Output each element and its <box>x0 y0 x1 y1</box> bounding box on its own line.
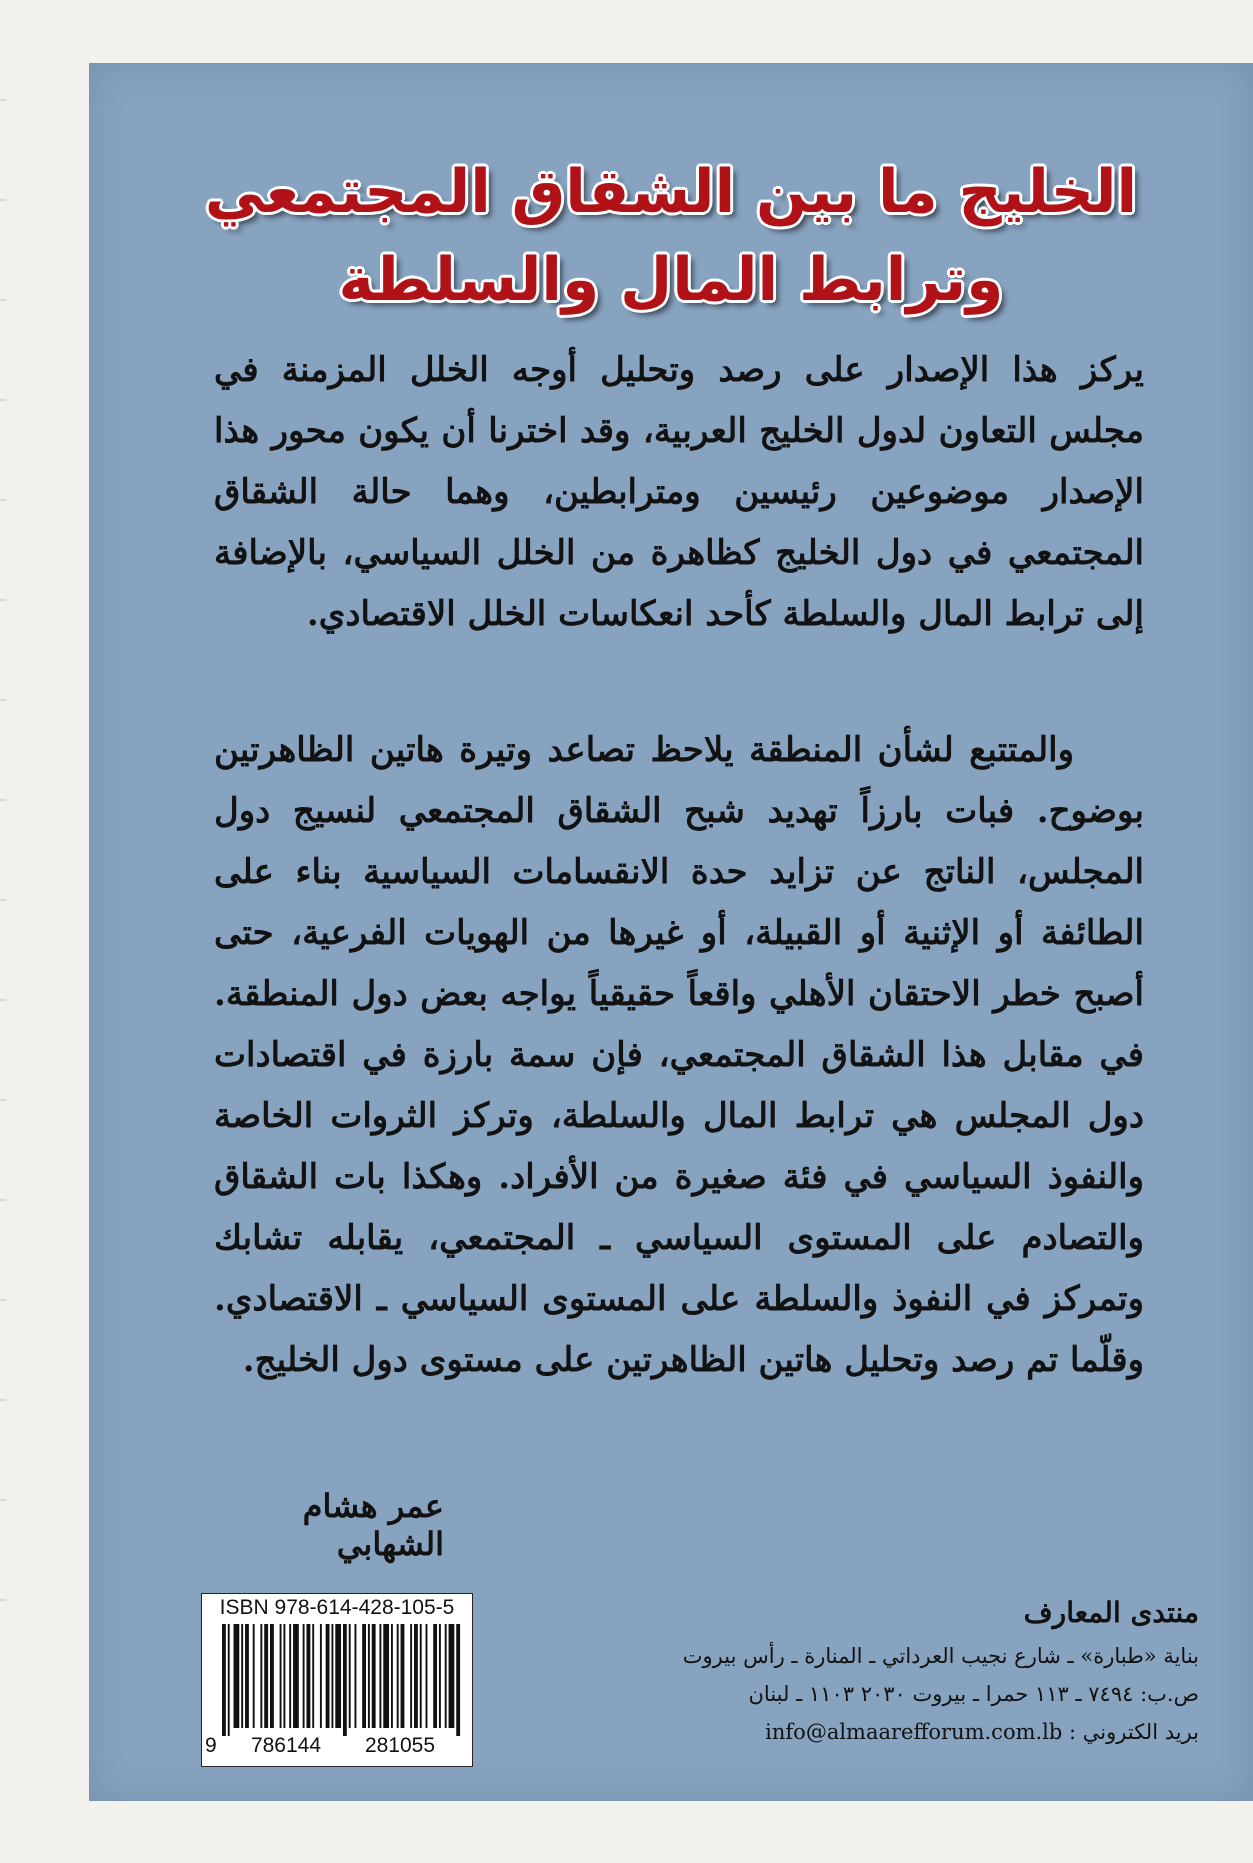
barcode-bar <box>270 1624 274 1728</box>
barcode-bar <box>349 1624 351 1728</box>
barcode-bar <box>368 1624 370 1728</box>
page-edge-marks <box>0 0 89 1863</box>
blurb-paragraph-1: يركز هذا الإصدار على رصد وتحليل أوجه الخلل المزمنة في مجلس التعاون لدول الخليج العربية، وقد اخترنا أن يكون محور هذا الإصدار موضوعين رئيسين ومترابطين، وهما حالة الشقاق المجتمعي في دول الخليج كظاهرة من الخلل السياسي، بالإضافة إلى ترابط المال والسلطة كأحد انعكاسات الخلل الاقتصادي. <box>214 350 1144 634</box>
barcode-bar <box>383 1624 389 1728</box>
barcode-bar <box>362 1624 366 1728</box>
publisher-po-box: ص.ب: ٧٤٩٤ ـ ١١٣ حمرا ـ بيروت ٢٠٣٠ ١١٠٣ ـ لبنان <box>748 1682 1199 1706</box>
barcode-bar <box>280 1624 282 1728</box>
publisher-info <box>619 1593 1199 1751</box>
barcode-bar <box>264 1624 268 1728</box>
barcode-bar <box>320 1624 322 1728</box>
barcode-bar <box>426 1624 428 1728</box>
barcode-digit-group-1: 786144 <box>234 1734 338 1758</box>
barcode-bar <box>343 1624 347 1736</box>
barcode-bar <box>372 1624 376 1728</box>
publisher-address: بناية «طبارة» ـ شارع نجيب العرداتي ـ المنارة ـ رأس بيروت <box>682 1644 1199 1668</box>
title-line-2: وترابط المال والسلطة <box>338 245 1004 315</box>
barcode-bar <box>331 1624 333 1728</box>
barcode-bar <box>293 1624 299 1728</box>
back-cover <box>89 63 1253 1801</box>
barcode-bar <box>391 1624 393 1728</box>
email-label: بريد الكتروني : <box>1069 1720 1199 1744</box>
barcode-bar <box>456 1624 460 1736</box>
barcode-bar <box>283 1624 285 1728</box>
barcode-bar <box>433 1624 437 1728</box>
publisher-name: منتدى المعارف <box>1023 1596 1199 1629</box>
barcode-bar <box>312 1624 314 1728</box>
barcode-first-digit: 9 <box>205 1734 217 1757</box>
barcode-bar <box>335 1624 341 1728</box>
isbn-label: ISBN 978-614-428-105-5 <box>219 1596 455 1619</box>
publisher-email-line <box>619 1713 1199 1751</box>
barcode-digit-group-2: 281055 <box>348 1734 452 1758</box>
barcode-bar <box>397 1624 399 1728</box>
barcode-bar <box>410 1624 412 1728</box>
barcode-bar <box>379 1624 381 1728</box>
title-line-1: الخليج ما بين الشقاق المجتمعي <box>204 157 1138 227</box>
barcode-bar <box>241 1624 243 1728</box>
barcode-bar <box>289 1624 291 1728</box>
barcode-bar <box>245 1624 249 1728</box>
barcode-bar <box>228 1624 230 1736</box>
barcode-bar <box>420 1624 422 1728</box>
isbn-barcode <box>201 1593 473 1767</box>
barcode-bar <box>253 1624 255 1728</box>
barcode-bar <box>234 1624 240 1728</box>
email-address[interactable]: info@almaarefforum.com.lb <box>765 1720 1063 1744</box>
barcode-bar <box>449 1624 455 1728</box>
blurb-paragraph-2: والمتتبع لشأن المنطقة يلاحظ تصاعد وتيرة هاتين الظاهرتين بوضوح. فبات بارزاً تهديد شبح الشقاق المجتمعي لنسيج دول المجلس، الناتج عن تزايد حدة الانقسامات السياسية بناء على الطائفة أو الإثنية أو القبيلة، أو غيرها من الهويات الفرعية، حتى أصبح خطر الاحتقان الأهلي واقعاً حقيقياً يواجه بعض دول المنطقة. في مقابل هذا الشقاق المجتمعي، فإن سمة بارزة في اقتصادات دول المجلس هي ترابط المال والسلطة، وتركز الثروات الخاصة والنفوذ السياسي في فئة صغيرة من الأفراد. وهكذا بات الشقاق والتصادم على المستوى السياسي ـ المجتمعي، يقابله تشابك وتمركز في النفوذ والسلطة على المستوى السياسي ـ الاقتصادي. وقلّما تم رصد وتحليل هاتين الظاهرتين على مستوى دول الخليج. <box>214 730 1144 1380</box>
barcode-bar <box>303 1624 305 1728</box>
barcode-bar <box>354 1624 356 1728</box>
barcode-bar <box>306 1624 310 1728</box>
barcode-bar <box>401 1624 405 1728</box>
barcode-bar <box>439 1624 441 1728</box>
barcode-bar <box>326 1624 330 1728</box>
barcode-bar <box>260 1624 262 1728</box>
barcode-bar <box>445 1624 447 1728</box>
barcode-bar <box>414 1624 418 1728</box>
book-title <box>89 148 1253 324</box>
barcode-bars <box>222 1624 462 1736</box>
author-signature: عمر هشام الشهابي <box>302 1487 444 1563</box>
barcode-bar <box>222 1624 226 1736</box>
